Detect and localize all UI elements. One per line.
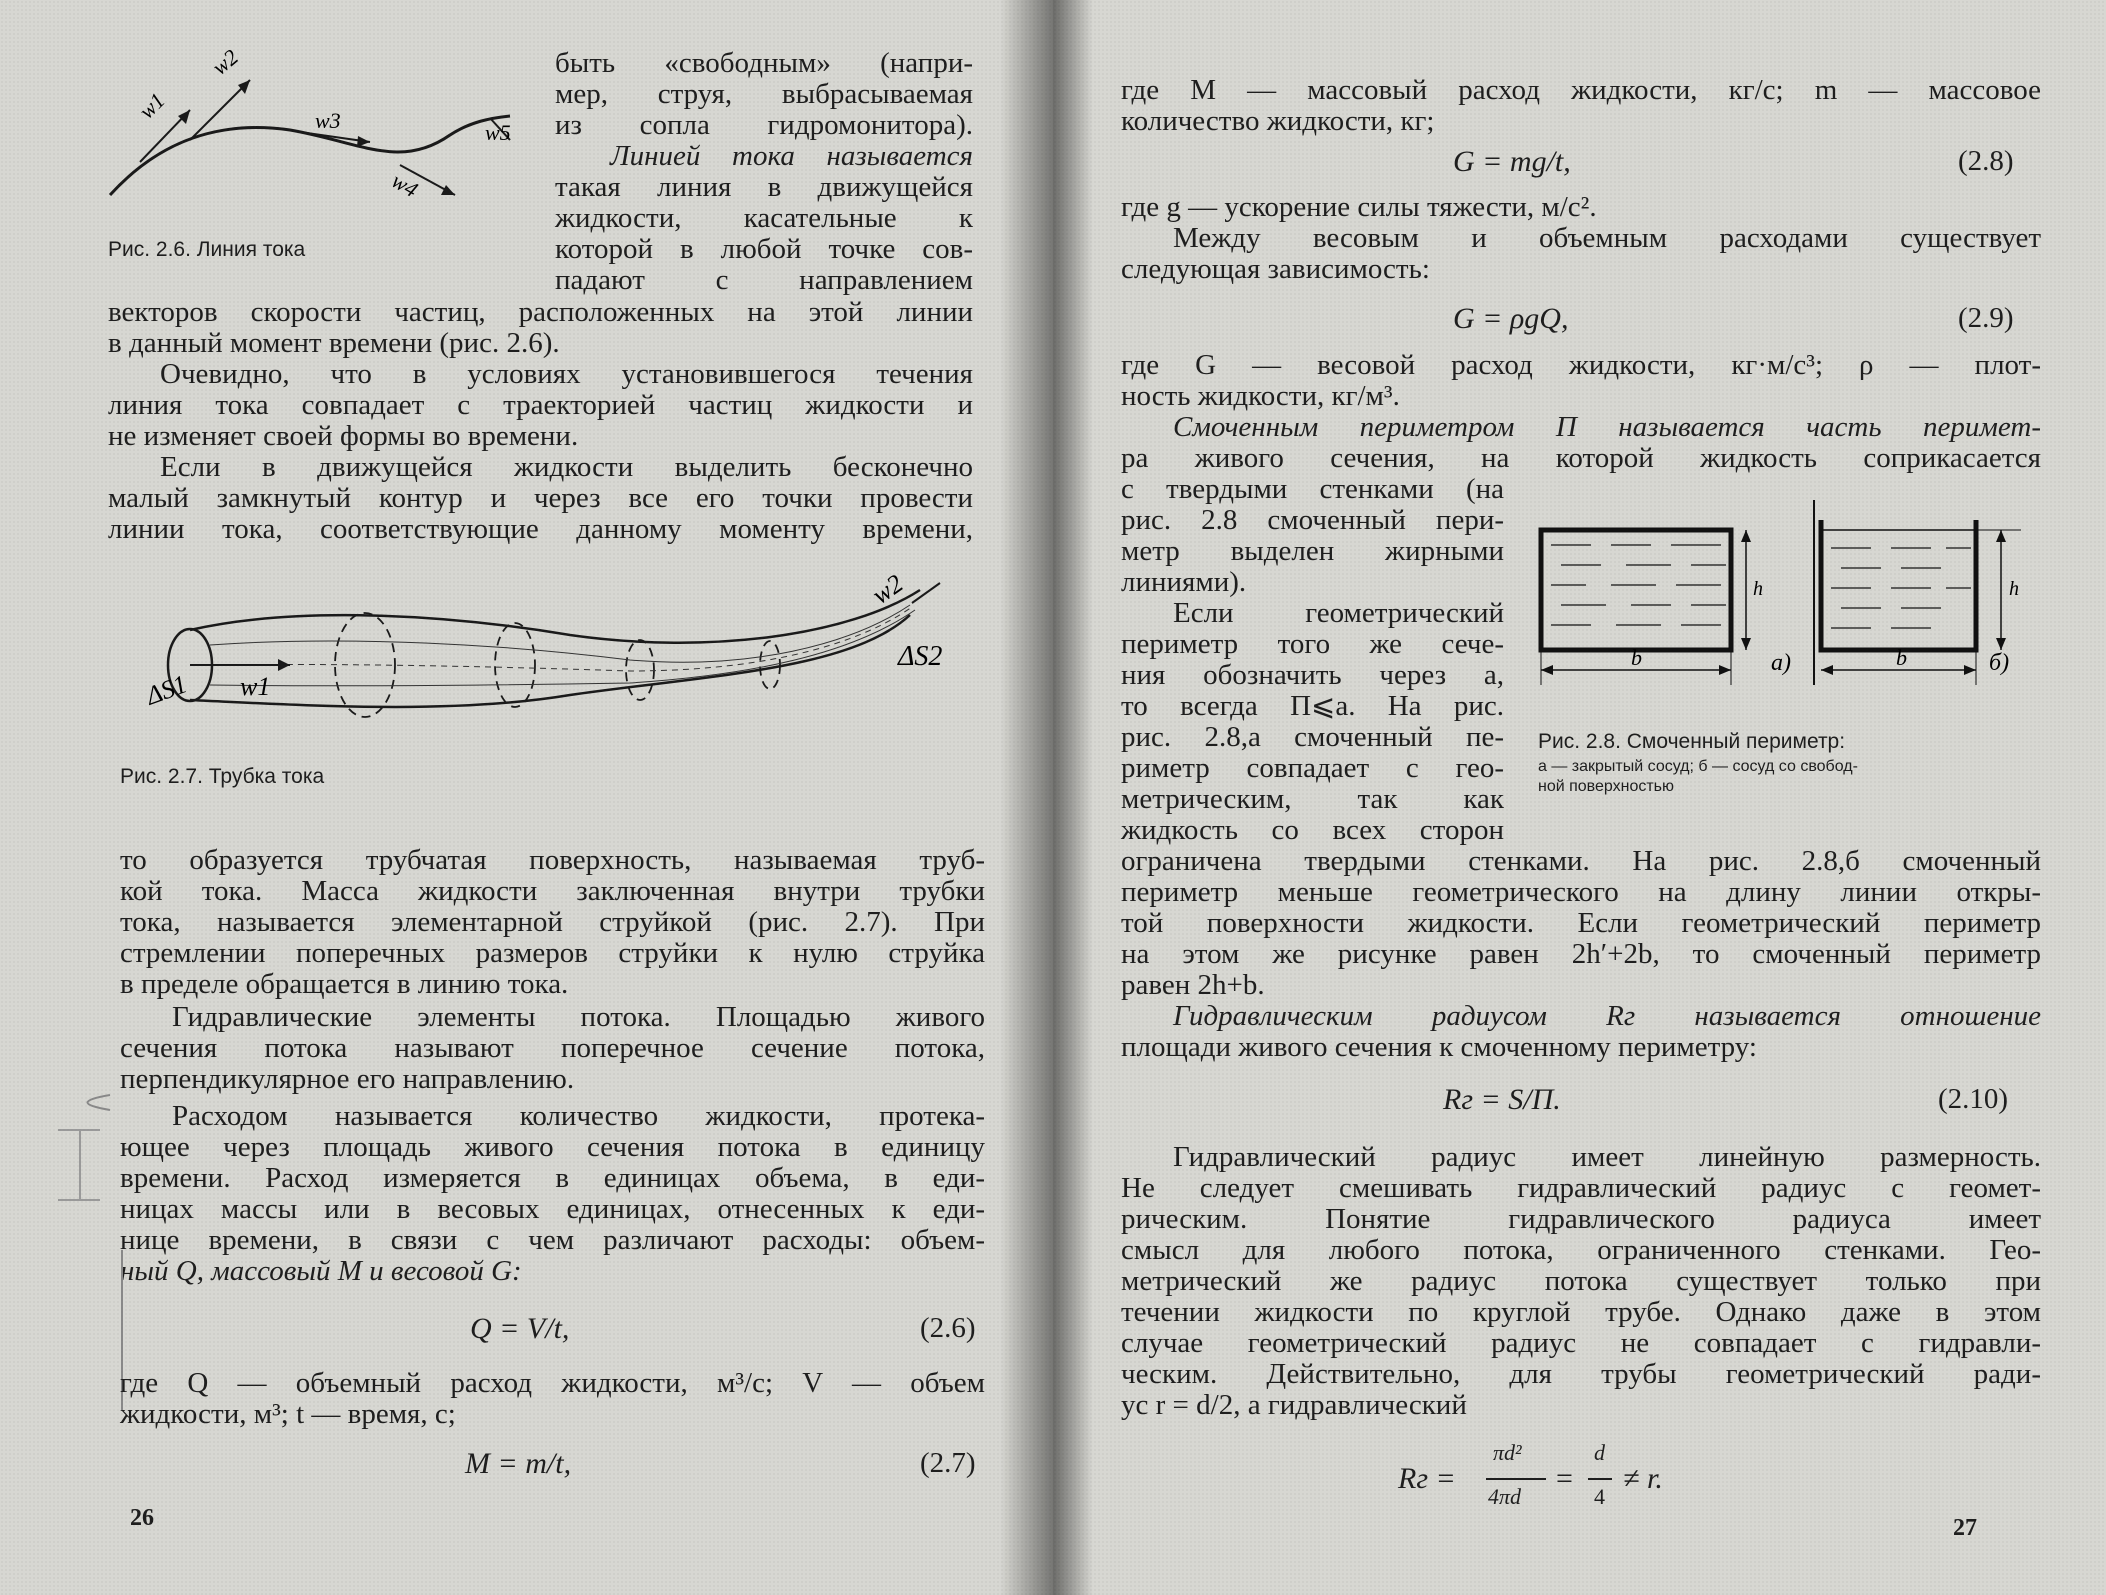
text-line: жидкости, м³; t — время, с;: [120, 1398, 456, 1430]
text-line: где Q — объемный расход жидкости, м³/с; V — объем: [120, 1367, 985, 1399]
final-eq-tail: ≠ r.: [1623, 1462, 1663, 1495]
equation-2-9: G = ρgQ,: [1453, 302, 1569, 335]
fig28-label-b: б): [1989, 650, 2010, 676]
text-line: рис. 2.8 смоченный пери-: [1121, 504, 1504, 536]
equation-hydraulic-radius-pipe: [1398, 1440, 1798, 1520]
text-line: количество жидкости, кг;: [1121, 105, 1435, 137]
page-number-left: 26: [130, 1505, 154, 1531]
final-eq-lhs: Rг =: [1398, 1462, 1456, 1495]
fig27-label-w2: w2: [866, 568, 909, 610]
text-line: жидкость со всех сторон: [1121, 814, 1504, 846]
fig26-caption: Рис. 2.6. Линия тока: [108, 238, 306, 261]
fig28-subcaption-2: ной поверхностью: [1538, 778, 1675, 795]
text-line: периметр меньше геометрического на длину линии откры-: [1121, 876, 2041, 908]
text-line: линии тока, соответствующие данному моменту времени,: [108, 513, 973, 545]
fig27-caption: Рис. 2.7. Трубка тока: [120, 765, 325, 788]
text-line: ницах массы или в весовых единицах, отнесенных к еди-: [120, 1193, 985, 1225]
text-line: Расходом называется количество жидкости, протека-: [172, 1100, 985, 1132]
text-line: ющее через площадь живого сечения потока в единицу: [120, 1131, 985, 1163]
text-line: не изменяет своей формы во времени.: [108, 420, 579, 452]
text-line: Если в движущейся жидкости выделить бесконечно: [160, 451, 973, 483]
right-page: [1053, 0, 2106, 1595]
equation-number-2-9: (2.9): [1958, 302, 2014, 334]
final-eq-num1: πd²: [1493, 1440, 1522, 1465]
text-line: где g — ускорение силы тяжести, м/с².: [1121, 191, 1597, 223]
text-line: где M — массовый расход жидкости, кг/с; m — массовое: [1121, 74, 2041, 106]
text-line: быть «свободным» (напри-: [555, 47, 973, 79]
text-line: ный Q, массовый M и весовой G:: [120, 1255, 522, 1287]
fraction-bar: [1588, 1478, 1612, 1480]
text-line: в данный момент времени (рис. 2.6).: [108, 327, 560, 359]
fig28-label-h1: h: [1753, 578, 1763, 600]
text-line: то всегда П⩽a. На рис.: [1121, 690, 1504, 722]
text-line: с твердыми стенками (на: [1121, 473, 1504, 505]
text-line: Гидравлический радиус имеет линейную размерность.: [1173, 1141, 2041, 1173]
text-line: которой в любой точке сов-: [555, 233, 973, 265]
text-line: следующая зависимость:: [1121, 253, 1430, 285]
text-line: рис. 2.8,a смоченный пе-: [1121, 721, 1504, 753]
text-line: линиями).: [1121, 566, 1247, 598]
text-line: периметр того же сече-: [1121, 628, 1504, 660]
equation-2-7: M = m/t,: [465, 1447, 572, 1480]
equation-number-2-6: (2.6): [920, 1312, 976, 1344]
fig27-label-ds2: ΔS2: [898, 641, 943, 672]
text-line: в пределе обращается в линию тока.: [120, 968, 569, 1000]
fig28-label-b2: b: [1896, 645, 1907, 670]
text-line: ния обозначить через a,: [1121, 659, 1504, 691]
fig26-label-w2: w2: [207, 44, 243, 80]
text-line: где G — весовой расход жидкости, кг·м/с³; ρ — плот-: [1121, 349, 2041, 381]
equation-2-10: Rг = S/П.: [1443, 1083, 1561, 1116]
fig27-label-w1: w1: [240, 672, 271, 701]
text-line: ограничена твердыми стенками. На рис. 2.8,б смоченный: [1121, 845, 2041, 877]
equation-number-2-8: (2.8): [1958, 145, 2014, 177]
text-line: рическим. Понятие гидравлического радиуса имеет: [1121, 1203, 2041, 1235]
text-line: нице времени, в связи с чем различают расходы: объем-: [120, 1224, 985, 1256]
text-line: метр выделен жирными: [1121, 535, 1504, 567]
text-line: случае геометрический радиус не совпадает с гидравли-: [1121, 1327, 2041, 1359]
figure-2-8-wetted-perimeter: [1531, 500, 2051, 700]
text-line: сечения потока называют поперечное сечение потока,: [120, 1032, 985, 1064]
text-line: течении жидкости по круглой трубе. Однако даже в этом: [1121, 1296, 2041, 1328]
page-number-right: 27: [1953, 1515, 1977, 1541]
text-line: тока, называется элементарной струйкой (рис. 2.7). При: [120, 906, 985, 938]
text-line: Линией тока называется: [610, 140, 973, 172]
text-line: ческим. Действительно, для трубы геометрический ради-: [1121, 1358, 2041, 1390]
pencil-margin-marks: [40, 1090, 130, 1420]
equation-number-2-7: (2.7): [920, 1447, 976, 1479]
text-line: Очевидно, что в условиях установившегося течения: [160, 358, 973, 390]
text-line: Если геометрический: [1173, 597, 1504, 629]
text-line: ра живого сечения, на которой жидкость соприкасается: [1121, 442, 2041, 474]
text-line: то образуется трубчатая поверхность, называемая труб-: [120, 844, 985, 876]
text-line: векторов скорости частиц, расположенных на этой линии: [108, 296, 973, 328]
text-line: ность жидкости, кг/м³.: [1121, 380, 1400, 412]
fig26-label-w1: w1: [133, 87, 170, 124]
fig26-label-w5: w5: [485, 120, 511, 145]
text-line: стремлении поперечных размеров струйки к нулю струйка: [120, 937, 985, 969]
text-line: площади живого сечения к смоченному периметру:: [1121, 1031, 1757, 1063]
fig26-label-w3: w3: [315, 108, 341, 133]
fig28-label-h2: h: [2009, 578, 2019, 600]
text-line: смысл для любого потока, ограниченного стенками. Гео-: [1121, 1234, 2041, 1266]
final-eq-num2: d: [1594, 1440, 1605, 1465]
text-line: малый замкнутый контур и через все его точки провести: [108, 482, 973, 514]
fig27-label-ds1: ΔS1: [142, 669, 191, 711]
text-line: линия тока совпадает с траекторией частиц жидкости и: [108, 389, 973, 421]
equation-2-6: Q = V/t,: [470, 1312, 570, 1345]
fig28-subcaption-1: a — закрытый сосуд; б — сосуд со свобод-: [1538, 758, 1858, 775]
text-line: перпендикулярное его направлению.: [120, 1063, 575, 1095]
text-line: риметр совпадает с гео-: [1121, 752, 1504, 784]
text-line: Гидравлические элементы потока. Площадью живого: [172, 1001, 985, 1033]
gutter-shadow-left: [1000, 0, 1053, 1595]
text-line: из сопла гидромонитора).: [555, 109, 973, 141]
text-line: Гидравлическим радиусом Rг называется отношение: [1173, 1000, 2041, 1032]
text-line: метрическим, так как: [1121, 783, 1504, 815]
text-line: жидкости, касательные к: [555, 202, 973, 234]
gutter-shadow-right: [1053, 0, 1093, 1595]
text-line: мер, струя, выбрасываемая: [555, 78, 973, 110]
fig28-label-b1: b: [1631, 645, 1642, 670]
text-line: кой тока. Масса жидкости заключенная внутри трубки: [120, 875, 985, 907]
text-line: такая линия в движущейся: [555, 171, 973, 203]
final-eq-eq2: =: [1556, 1462, 1573, 1495]
equation-number-2-10: (2.10): [1938, 1083, 2009, 1115]
fig26-label-w4: w4: [387, 167, 423, 203]
text-line: Между весовым и объемным расходами существует: [1173, 222, 2041, 254]
fig28-caption: Рис. 2.8. Смоченный периметр:: [1538, 730, 1846, 753]
final-eq-den1: 4πd: [1488, 1484, 1522, 1509]
fraction-bar: [1486, 1478, 1546, 1480]
text-line: ус r = d/2, а гидравлический: [1121, 1389, 1467, 1421]
figure-2-6-streamline: [100, 44, 540, 220]
text-line: времени. Расход измеряется в единицах объема, в еди-: [120, 1162, 985, 1194]
equation-2-8: G = mg/t,: [1453, 145, 1571, 178]
figure-2-7-stream-tube: [142, 568, 950, 750]
text-line: падают с направлением: [555, 264, 973, 296]
text-line: той поверхности жидкости. Если геометрический периметр: [1121, 907, 2041, 939]
text-line: метрический же радиус потока существует только при: [1121, 1265, 2041, 1297]
text-line: равен 2h+b.: [1121, 969, 1265, 1001]
text-line: Смоченным периметром П называется часть перимет-: [1173, 411, 2041, 443]
text-line: Не следует смешивать гидравлический радиус с геомет-: [1121, 1172, 2041, 1204]
final-eq-den2: 4: [1594, 1484, 1605, 1509]
fig28-label-a: a): [1771, 650, 1791, 676]
text-line: на этом же рисунке равен 2h′+2b, то смоченный периметр: [1121, 938, 2041, 970]
